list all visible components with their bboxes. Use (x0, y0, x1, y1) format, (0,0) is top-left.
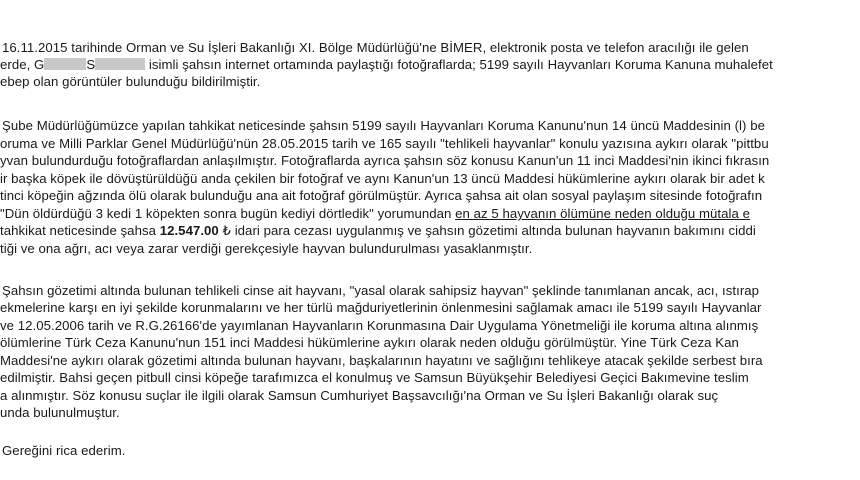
paragraph-3-line-8: unda bulunulmuştur. (0, 405, 120, 420)
paragraph-1-line-2 (0, 57, 773, 73)
paragraph-3-line-5: Maddesi'ne aykırı olarak gözetimi altında bulunan hayvanı, başkalarının hayatını ve sağlığını tehlikeye atacak şekilde serbest bıra (0, 353, 763, 368)
text-fragment: isimli şahsın internet ortamında paylaştığı fotoğraflarda; 5199 sayılı Hayvanları Koruma Kanuna muhalefet (148, 57, 773, 72)
text-fragment: "Dün öldürdüğü 3 kedi 1 köpekten sonra bugün kediyi dörtledik" yorumundan (0, 206, 456, 221)
paragraph-2-line-4: ir başka köpek ile dövüştürüldüğü anda çekilen bir fotoğraf ve aynı Kanun'un 13 üncü Maddesi hükümlerine aykırı olarak bir adet k (0, 171, 765, 186)
paragraph-3-line-7: a alınmıştır. Söz konusu suçlar ile ilgili olarak Samsun Cumhuriyet Başsavcılığı'na Orman ve Su İşleri Bakanlığı olarak suç (0, 388, 719, 403)
redacted-name (44, 58, 86, 70)
paragraph-3-line-2: ekmelerine karşı en iyi şekilde korunmalarını ve her türlü mağduriyetlerinin önlenmesini sağlamak amacı ile 5199 sayılı Hayvanlar (0, 300, 762, 315)
fine-amount: 12.547.00 (159, 223, 219, 238)
text-fragment: ₺ idari para cezası uygulanmış ve şahsın gözetimi altında bulunan hayvanın bakımını ciddi (218, 223, 756, 238)
paragraph-2-line-3: yvan bulundurduğu fotoğraflardan anlaşılmıştır. Fotoğraflarda ayrıca şahsın söz konusu Kanun'un 11 inci Maddesi'nin ikinci fıkrasın (0, 153, 770, 168)
text-fragment: S (86, 57, 96, 72)
paragraph-3-line-6: edilmiştir. Bahsi geçen pitbull cinsi köpeğe tarafımızca el konulmuş ve Samsun Büyükşehir Belediyesi Geçici Bakımevine teslim (0, 370, 749, 385)
text-fragment: erde, G (0, 57, 45, 72)
paragraph-3-line-3: ve 12.05.2006 tarih ve R.G.26166'de yayımlanan Hayvanların Korunmasına Dair Uygulama Yönetmeliği ile koruma altına alınmış (0, 318, 759, 333)
paragraph-2-line-8: tiği ve ona ağrı, acı veya zarar verdiği gerekçesiyle hayvan bulundurulması yasaklanmıştır. (0, 241, 533, 256)
paragraph-2-line-2: oruma ve Milli Parklar Genel Müdürlüğü'nün 28.05.2015 tarih ve 165 sayılı "tehlikeli hayvanlar" konulu yazısına aykırı olarak "pittbu (0, 136, 769, 151)
paragraph-1-line-1: 16.11.2015 tarihinde Orman ve Su İşleri Bakanlığı XI. Bölge Müdürlüğü'ne BİMER, elektronik posta ve telefon aracılığı ile gelen (2, 40, 749, 55)
paragraph-1-line-3: ebep olan görüntüler bulunduğu bildirilmiştir. (0, 74, 261, 89)
text-fragment: tahkikat neticesinde şahsa (0, 223, 160, 238)
paragraph-3-line-4: ölümlerine Türk Ceza Kanunu'nun 151 inci Maddesi hükümlerine aykırı olarak neden olduğu görülmüştür. Yine Türk Ceza Kan (0, 335, 739, 350)
underlined-text: en az 5 hayvanın ölümüne neden olduğu mütala e (455, 206, 750, 221)
paragraph-2-line-5: tinci köpeğin ağzında ölü olarak bulunduğu ana ait fotoğraf görülmüştür. Ayrıca şahsa ait olan sosyal paylaşım sitesinde fotoğrafın (0, 188, 763, 203)
paragraph-2-line-6 (0, 206, 750, 222)
paragraph-2-line-1: Şube Müdürlüğümüzce yapılan tahkikat neticesinde şahsın 5199 sayılı Hayvanları Koruma Kanunu'nun 14 üncü Maddesinin (l) be (2, 118, 765, 133)
redacted-surname (95, 58, 145, 70)
paragraph-2-line-7 (0, 223, 756, 239)
paragraph-3-line-1: Şahsın gözetimi altında bulunan tehlikeli cinse ait hayvanı, "yasal olarak sahipsiz hayvan" şeklinde tanımlanan ancak, acı, ıstırap (2, 283, 760, 298)
closing-line: Gereğini rica ederim. (2, 443, 126, 458)
